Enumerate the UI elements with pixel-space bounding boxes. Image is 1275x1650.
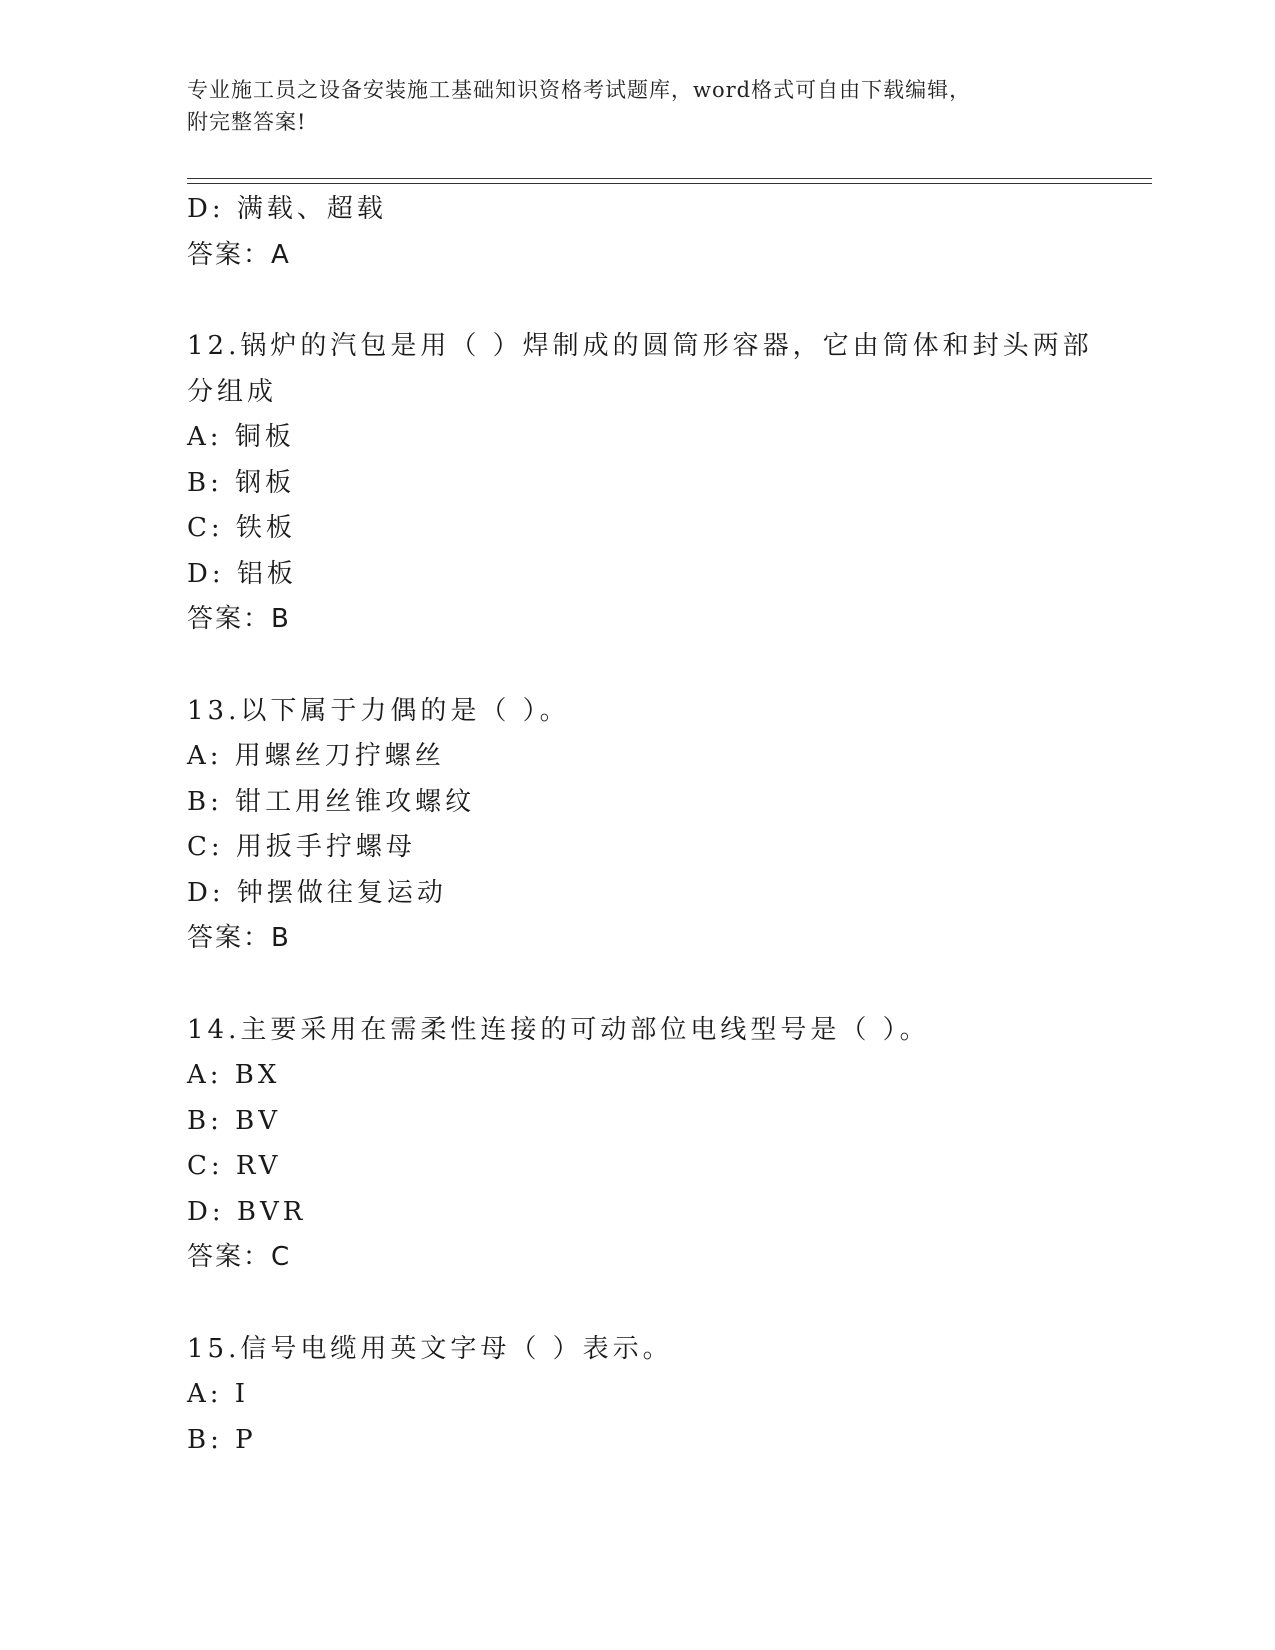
answer: 答案：C	[187, 1242, 292, 1272]
option-c: C: 铁板	[187, 513, 296, 543]
option-a: A: I	[187, 1379, 250, 1409]
question-stem-cont: 分组成	[187, 376, 278, 407]
question-15	[187, 1327, 1147, 1464]
option-d: D: 钟摆做往复运动	[187, 877, 447, 908]
header-divider-top	[187, 178, 1152, 179]
option-a: A: 用螺丝刀拧螺丝	[187, 741, 445, 771]
option-d: D: BVR	[187, 1196, 307, 1227]
question-list	[187, 187, 1147, 1463]
answer: 答案：A	[187, 239, 291, 270]
option-c: C: 用扳手拧螺母	[187, 832, 416, 862]
option-c: C: RV	[187, 1151, 282, 1181]
option-b: B: BV	[187, 1105, 282, 1136]
option-a: A: BX	[187, 1060, 281, 1090]
option-b: B: 钢板	[187, 467, 296, 498]
option-d: D: 铝板	[187, 558, 297, 589]
option-b: B: 钳工用丝锥攻螺纹	[187, 786, 476, 817]
question-14	[187, 1008, 1147, 1281]
answer: 答案：B	[187, 923, 291, 953]
header-divider-bottom	[187, 183, 1152, 184]
question-12	[187, 324, 1147, 643]
answer: 答案：B	[187, 604, 291, 634]
option-d: D: 满载、超载	[187, 194, 387, 224]
question-stem: 15.信号电缆用英文字母（ ）表示。	[187, 1333, 673, 1364]
question-stem: 14.主要采用在需柔性连接的可动部位电线型号是（ ）。	[187, 1014, 930, 1045]
question-13	[187, 689, 1147, 962]
document-header	[187, 74, 1087, 138]
header-line-2: 附完整答案!	[187, 110, 307, 134]
header-line-1: 专业施工员之设备安装施工基础知识资格考试题库，word格式可自由下载编辑，	[187, 78, 972, 102]
option-a: A: 铜板	[187, 422, 295, 452]
question-stem: 13.以下属于力偶的是（ ）。	[187, 695, 570, 726]
question-stem: 12.锅炉的汽包是用（ ）焊制成的圆筒形容器，它由筒体和封头两部	[187, 331, 1093, 361]
option-b: B: P	[187, 1424, 257, 1455]
